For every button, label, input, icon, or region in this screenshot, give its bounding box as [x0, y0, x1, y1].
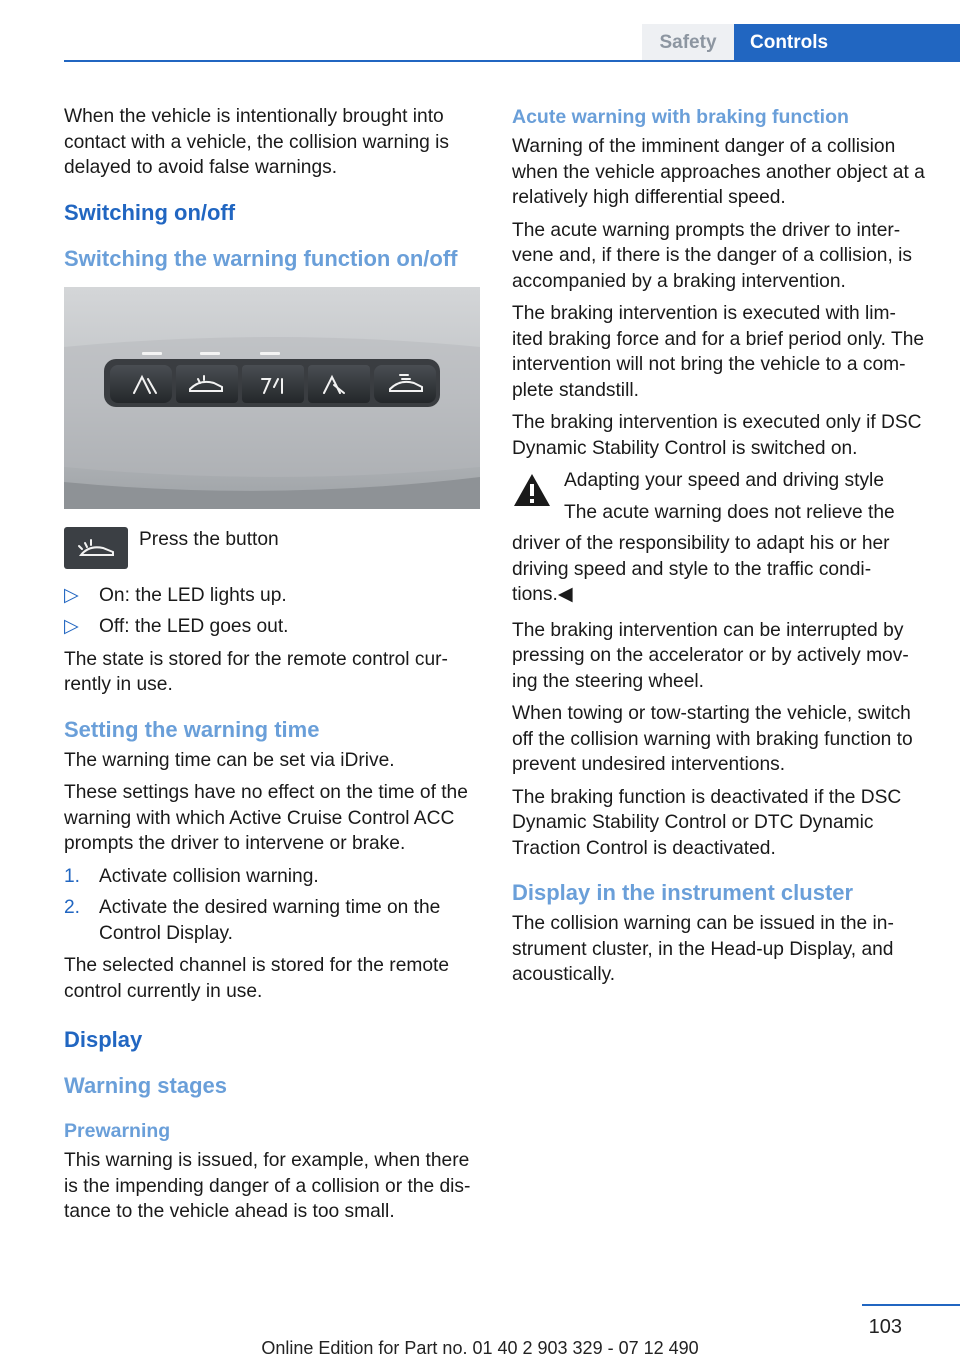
led-state-list [64, 583, 482, 640]
towing-paragraph: When towing or tow-starting the vehicle, switch off the collision warning with braking function to prevent undesired interventions. [512, 703, 913, 775]
button-panel-photo [64, 287, 480, 509]
intro-paragraph: When the vehicle is intentionally brought into contact with a vehicle, the collision warning is delayed to avoid false warnings. [64, 106, 450, 178]
list-item: 1. Activate collision warning. [64, 864, 482, 890]
triangle-bullet-icon: ▷ [64, 616, 79, 637]
acute-paragraph-4: The braking intervention is executed only if DSC Dynamic Stability Control is switched on. [512, 412, 922, 459]
footer-rule [862, 1304, 960, 1306]
heading-display: Display [64, 1027, 143, 1052]
steps-list [64, 864, 482, 947]
list-item: ▷ On: the LED lights up. [64, 583, 482, 609]
heading-warning-stages: Warning stages [64, 1073, 227, 1098]
press-button-text: Press the button [139, 528, 279, 550]
page-number: 103 [868, 1316, 902, 1338]
list-item: ▷ Off: the LED goes out. [64, 614, 482, 640]
warning-triangle-icon [512, 472, 552, 508]
state-stored-paragraph: The state is stored for the remote control cur‐ rently in use. [64, 648, 448, 695]
warning-title: Adapting your speed and driving style [564, 470, 884, 491]
warning-time-idrive-paragraph: The warning time can be set via iDrive. [64, 749, 395, 771]
acute-paragraph-2: The acute warning prompts the driver to inter‐ vene and, if there is the danger of a collision, is accompanied by a braking intervention. [512, 219, 912, 292]
tab-safety[interactable]: Safety [642, 24, 734, 62]
warning-notice [512, 468, 932, 608]
step-number: 2. [64, 897, 81, 918]
list-item: 2. Activate the desired warning time on the Control Display. [64, 897, 441, 944]
warning-text-continued: driver of the responsibility to adapt his or her driving speed and style to the traffic condi‐ tions.◀ [512, 533, 890, 605]
header-rule [64, 60, 960, 62]
right-column [512, 104, 932, 995]
tab-controls[interactable]: Controls [734, 24, 960, 62]
prewarning-paragraph: This warning is issued, for example, when there is the impending danger of a collision or the dis‐ tance to the vehicle ahead is too small. [64, 1150, 471, 1222]
heading-switching-warning-function: Switching the warning function on/off [64, 245, 458, 271]
chapter-tabs [642, 24, 960, 62]
triangle-bullet-icon: ▷ [64, 584, 79, 606]
heading-instrument-cluster: Display in the instrument cluster [512, 880, 854, 905]
heading-prewarning: Prewarning [64, 1120, 171, 1142]
deactivated-paragraph: The braking function is deactivated if the DSC Dynamic Stability Control or DTC Dynamic Traction Control is deactivated. [512, 786, 902, 859]
interrupt-paragraph: The braking intervention can be interrupted by pressing on the accelerator or by actively mov‐ ing the steering wheel. [512, 619, 909, 692]
collision-warning-button-icon [64, 527, 128, 569]
press-button-row [64, 527, 482, 569]
edition-line: Online Edition for Part no. 01 40 2 903 329 - 07 12 490 [261, 1338, 699, 1358]
warning-line-1: The acute warning does not relieve the [564, 501, 895, 523]
heading-switching-on-off: Switching on/off [64, 199, 236, 225]
left-column [64, 104, 482, 1232]
warning-time-acc-paragraph: These settings have no effect on the time of the warning with which Active Cruise Control ACC prompts the driver to intervene or brake. [64, 782, 468, 854]
heading-setting-warning-time: Setting the warning time [64, 716, 320, 742]
cluster-paragraph: The collision warning can be issued in the in‐ strument cluster, in the Head-up Display, and acoustically. [512, 913, 894, 985]
acute-paragraph-3: The braking intervention is executed with lim‐ ited braking force and for a brief period only. The intervention will not bring the vehicle to a com‐ plete standstill. [512, 303, 925, 401]
channel-stored-paragraph: The selected channel is stored for the remote control currently in use. [64, 955, 450, 1002]
step-number: 1. [64, 865, 81, 887]
heading-acute-warning: Acute warning with braking function [512, 106, 849, 128]
acute-paragraph-1: Warning of the imminent danger of a collision when the vehicle approaches another object at a relatively high differential speed. [512, 136, 925, 208]
